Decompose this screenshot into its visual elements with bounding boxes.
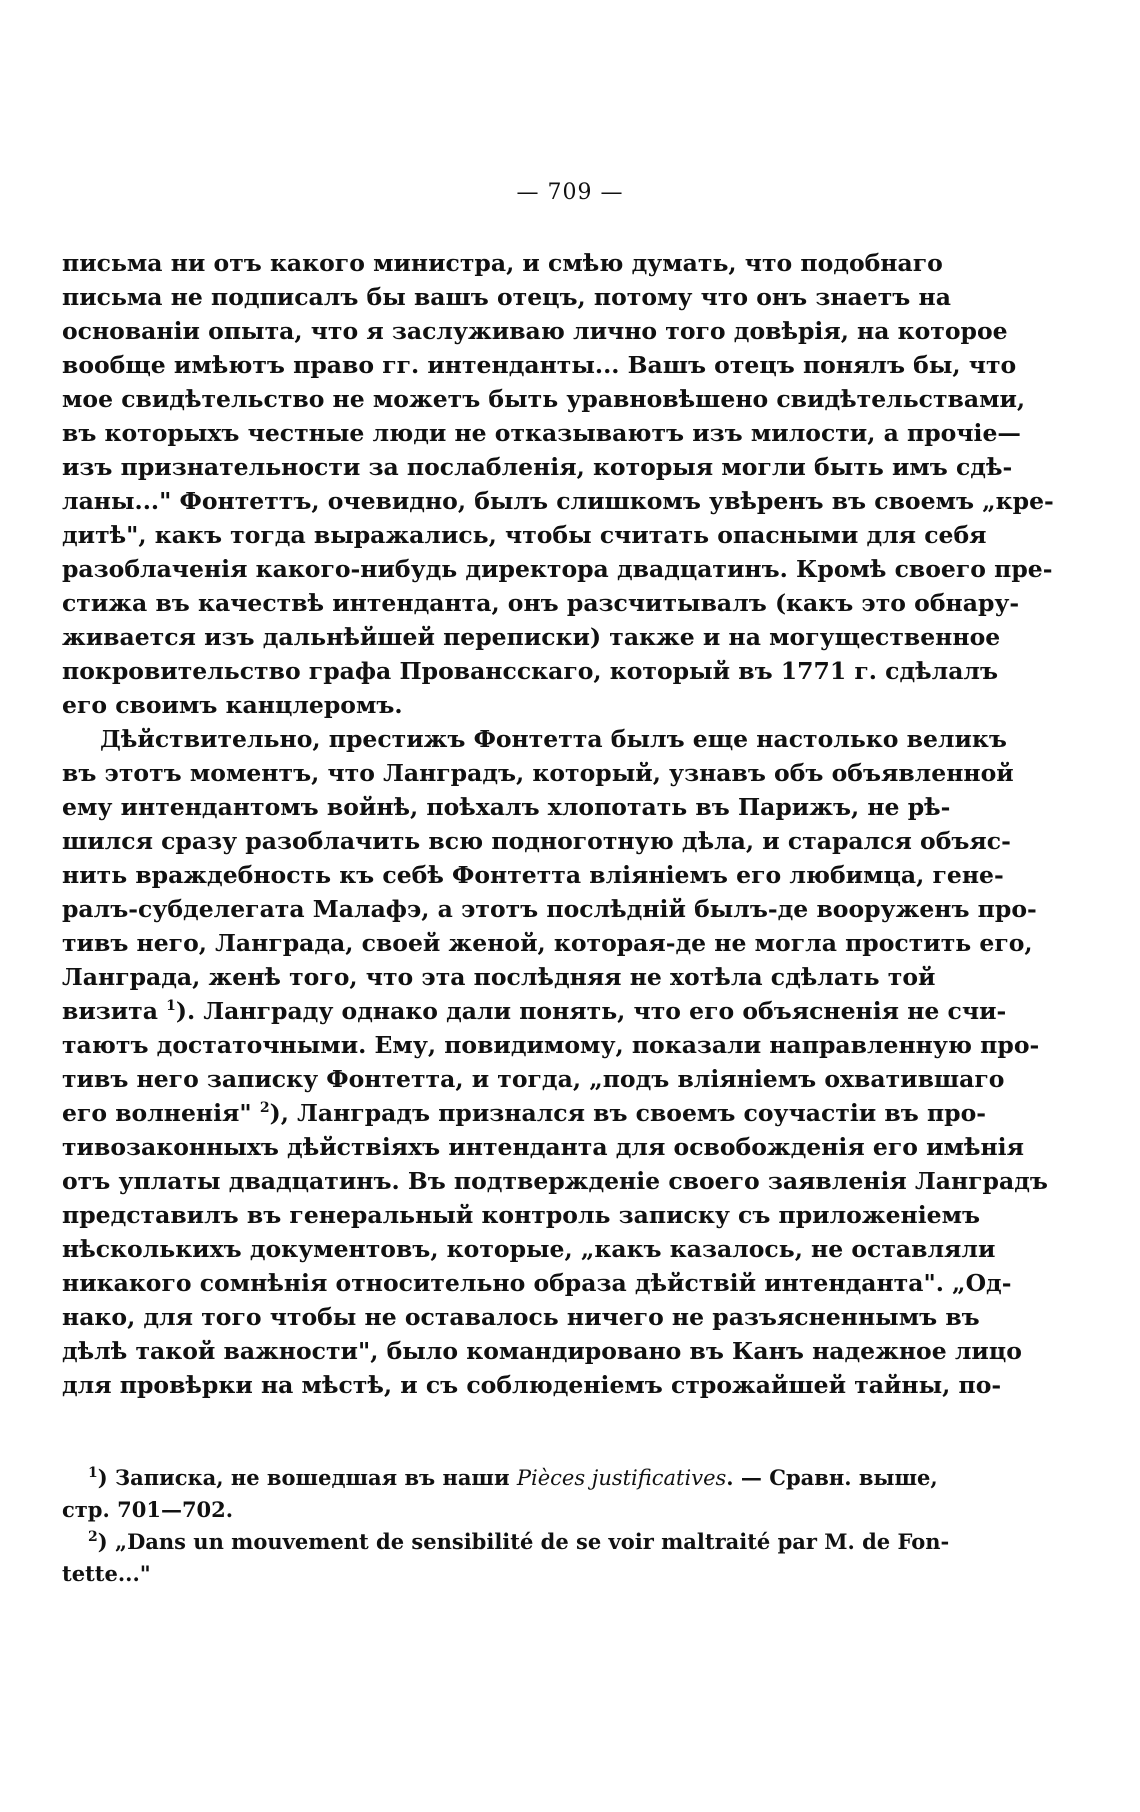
text-line: дитѣ", какъ тогда выражались, чтобы считать опасными для себя <box>62 521 987 549</box>
text-line: мое свидѣтельство не можетъ быть уравновѣшено свидѣтельствами, <box>62 385 1026 413</box>
line-text: ), Ланградъ признался въ своемъ соучастiи въ про- <box>269 1099 987 1127</box>
text-line: вообще имѣютъ право гг. интенданты... Вашъ отецъ понялъ бы, что <box>62 351 1017 379</box>
footnote-2-continuation: tette..." <box>62 1561 151 1586</box>
text-line: тивъ него, Ланграда, своей женой, которая-де не могла простить его, <box>62 929 1033 957</box>
footnote-mark-1: 1 <box>88 1465 98 1481</box>
text-line: основанiи опыта, что я заслуживаю лично того довѣрiя, на которое <box>62 317 1008 345</box>
text-line: тивъ него записку Фонтетта, и тогда, „подъ влiянiемъ охватившаго <box>62 1065 1005 1093</box>
paragraph-2 <box>62 722 1048 1402</box>
line-text: визита <box>62 997 158 1025</box>
footnote-1-continuation: стр. 701—702. <box>62 1497 234 1522</box>
footnote-text: ) Записка, не вошедшая въ наши <box>97 1465 517 1490</box>
text-line: покровительство графа Провансскаго, который въ 1771 г. сдѣлалъ <box>62 657 999 685</box>
text-line: ему интендантомъ войнѣ, поѣхалъ хлопотать въ Парижъ, не рѣ- <box>62 793 951 821</box>
text-line: его своимъ канцлеромъ. <box>62 691 403 719</box>
footnotes <box>62 1462 950 1590</box>
text-line: нить враждебность къ себѣ Фонтетта влiянiемъ его любимца, гене- <box>62 861 1004 889</box>
body-text <box>62 246 1054 1402</box>
footnote-1 <box>62 1462 938 1494</box>
text-line: таютъ достаточными. Ему, повидимому, показали направленную про- <box>62 1031 1040 1059</box>
text-line: нѣсколькихъ документовъ, которые, „какъ казалось, не оставляли <box>62 1235 996 1263</box>
page-number: — 709 — <box>516 180 624 205</box>
line-text: его волненiя" <box>62 1099 252 1127</box>
text-line: письма не подписалъ бы вашъ отецъ, потому что онъ знаетъ на <box>62 283 951 311</box>
text-line: разоблаченiя какого-нибудь директора двадцатинъ. Кромѣ своего пре- <box>62 555 1053 583</box>
text-line: шился сразу разоблачить всю подноготную дѣла, и старался объяс- <box>62 827 1011 855</box>
text-line: стижа въ качествѣ интенданта, онъ разсчитывалъ (какъ это обнару- <box>62 589 1020 617</box>
footnote-mark-2: 2 <box>88 1529 98 1545</box>
text-line: для провѣрки на мѣстѣ, и съ соблюденiемъ строжайшей тайны, по- <box>62 1371 1002 1399</box>
text-line: Ланграда, женѣ того, что эта послѣдняя не хотѣла сдѣлать той <box>62 963 936 991</box>
text-line: въ этотъ моментъ, что Ланградъ, который, узнавъ объ объявленной <box>62 759 1014 787</box>
text-line: тивозаконныхъ дѣйствiяхъ интенданта для освобожденiя его имѣнiя <box>62 1133 1024 1161</box>
footnote-text: ) „Dans un mouvement de sensibilité de se voir maltraité par M. de Fon- <box>97 1529 950 1554</box>
text-line: Дѣйствительно, престижъ Фонтетта былъ еще настолько великъ <box>100 725 1007 753</box>
text-line <box>62 1096 987 1130</box>
text-line: ланы..." Фонтеттъ, очевидно, былъ слишкомъ увѣренъ въ своемъ „кре- <box>62 487 1054 515</box>
text-line: отъ уплаты двадцатинъ. Въ подтвержденiе своего заявленiя Ланградъ <box>62 1167 1048 1195</box>
text-line: представилъ въ генеральный контроль записку съ приложенiемъ <box>62 1201 981 1229</box>
footnote-2 <box>62 1526 950 1558</box>
text-line: изъ признательности за послабленiя, которыя могли быть имъ сдѣ- <box>62 453 1013 481</box>
footnote-ref-1[interactable]: 1 <box>166 998 176 1015</box>
paragraph-1 <box>62 246 1054 722</box>
footnote-ref-2[interactable]: 2 <box>259 1100 270 1117</box>
line-text: ). Ланграду однако дали понять, что его объясненiя не счи- <box>175 997 1007 1025</box>
text-line: въ которыхъ честные люди не отказываютъ изъ милости, а прочiе— <box>62 419 1021 447</box>
text-line: нако, для того чтобы не оставалось ничего не разъясненнымъ въ <box>62 1303 980 1331</box>
text-line <box>62 994 1007 1028</box>
text-line: никакого сомнѣнiя относительно образа дѣйствiй интенданта". „Од- <box>62 1269 1012 1297</box>
text-line: живается изъ дальнѣйшей переписки) также и на могущественное <box>62 623 1001 651</box>
text-line: письма ни отъ какого министра, и смѣю думать, что подобнаго <box>62 249 943 277</box>
text-line: ралъ-субделегата Малафэ, а этотъ послѣднiй былъ-де вооруженъ про- <box>62 895 1037 923</box>
text-line: дѣлѣ такой важности", было командировано въ Канъ надежное лицо <box>62 1337 1022 1365</box>
footnote-italic-title: Pièces justificatives <box>516 1466 727 1490</box>
footnote-text: . — Сравн. выше, <box>726 1465 938 1490</box>
